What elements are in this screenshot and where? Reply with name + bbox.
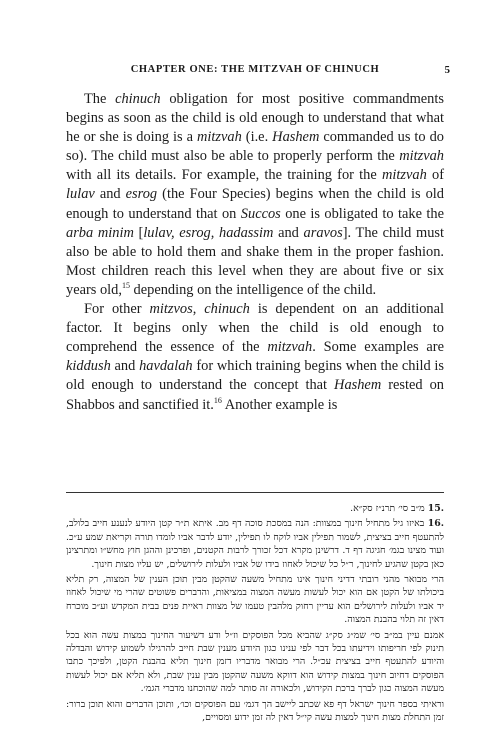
footnote-16 [66,517,444,571]
footnote-paragraph: וראיתי בספר חינוך ישראל דף פא שכתב ליישב הך דגמ׳ עם הפוסקים וכו׳, ותוכן הדברים והוא תוכן ברור: זמן התחלת מצות חינוך למצות עשה קי״ל דאין לה זמן ידוע ומסויים, [66,698,444,724]
footnote-ref-15[interactable]: 15 [121,281,130,291]
footnote-divider [66,492,444,493]
footnote-number: .15 [427,503,444,514]
running-head [60,64,450,78]
footnote-paragraph: הרי מבואר מהני רובתי דדיני חינוך אינו מתחיל משעה שהקטן מבין תוכן הענין של המצוה, רק תליא ביכולתו של הקטן אם הוא יכול לעשות מעשה המצוה במציאות, והדברים פשוטים שהרי מי שיכול לאחוז יד אביו ולעלות לירושלים הוא עדיין רחוק מלהבין טעמו של מצוות ראיית פנים בבית המקדש וע״כ מוכרח דאין זה תלוי בהבנת המצוה. [66,574,445,626]
footnotes [66,502,444,727]
footnote-number: .16 [427,518,444,530]
footnote-text: באיזו גיל מתחיל חינוך במצוות: הנה במסכת סוכה דף מב. איתא ת״ר קטן היודע לנענע חייב בלולב, להתעטף חייב בציצית, לשמור תפילין אביו לוקח לו תפילין, יודע לדבר אביו לומדו תורה וקריאת שמע ע״כ. ועוד מצינו בגמ׳ חגיגה דף ד. דרשינן מקרא דכל זכורך לרבות הקטנים, ופרכינן וההגן חוץ מחש״ו ומתרצינן כאן בקטן שהגיע לחינוך, ר״ל כל שיכול לאחוז בידו של אביו ולעלות לירושלים, יש עליו מצות חינוך. [66,518,444,570]
footnote-15 [66,502,444,515]
page-number: 5 [444,64,450,76]
footnote-paragraph: אמנם עיין במ״ב סי׳ שמ״ג סק״ג שהביא מכל הפוסקים וז״ל ודע דשיעור החינוך במצות עשה הוא בכל תינוק לפי חריפותו וידיעתו בכל דבר לפי ענינו כגון היודע מענין שבת חייב להרגילו לשמוע קידוש והבדלה והיודע להתעטף חייב בציצית עכ״ל. הרי מבואר מדבריו דזמן חינוך תליא בהבנת הקטן, ולפיכך כתבו הפוסקים דחיוב חינוך במצות קידוש הוא דווקא משעה שהקטן מבין ענין שבת, ולא תליא אם יכול לעשות מעשה המצוה כגון לברך ברכת הקידוש, ולכאורה זה סותר למה שהוכחנו מדברי הגמ׳. [66,629,444,695]
footnote-text: מ״ב סי׳ תרנ״ז סק״א. [350,503,425,514]
footnote-ref-16[interactable]: 16 [213,395,222,405]
paragraph-2: For other mitzvos, chinuch is dependent on an additional factor. It begins only when the child is old enough to comprehend the essence of the mitzvah. Some examples are kiddush and havdalah for which training begins when the child is old enough to understand the concept that Hashem rested on Shabbos and sanctified it.$^{16}$ Another example is [66,301,444,413]
running-title: CHAPTER ONE: THE MITZVAH OF CHINUCH [130,64,380,75]
paragraph-1: The chinuch obligation for most positive commandments begins as soon as the child is old enough to understand that what he or she is doing is a mitzvah (i.e. Hashem commanded us to do so). The child must also be able to properly perform the mitzvah with all its details. For example, the training for the mitzvah of lulav and esrog (the Four Species) begins when the child is old enough to understand that on Succos one is obligated to take the arba minim [lulav, esrog, hadassim and aravos]. The child must also be able to hold them and shake them in the proper fashion. Most children reach this level when they are about five or six years old,$^{15}$ depending on the intelligence of the child. [66,91,445,298]
main-text [66,90,444,415]
